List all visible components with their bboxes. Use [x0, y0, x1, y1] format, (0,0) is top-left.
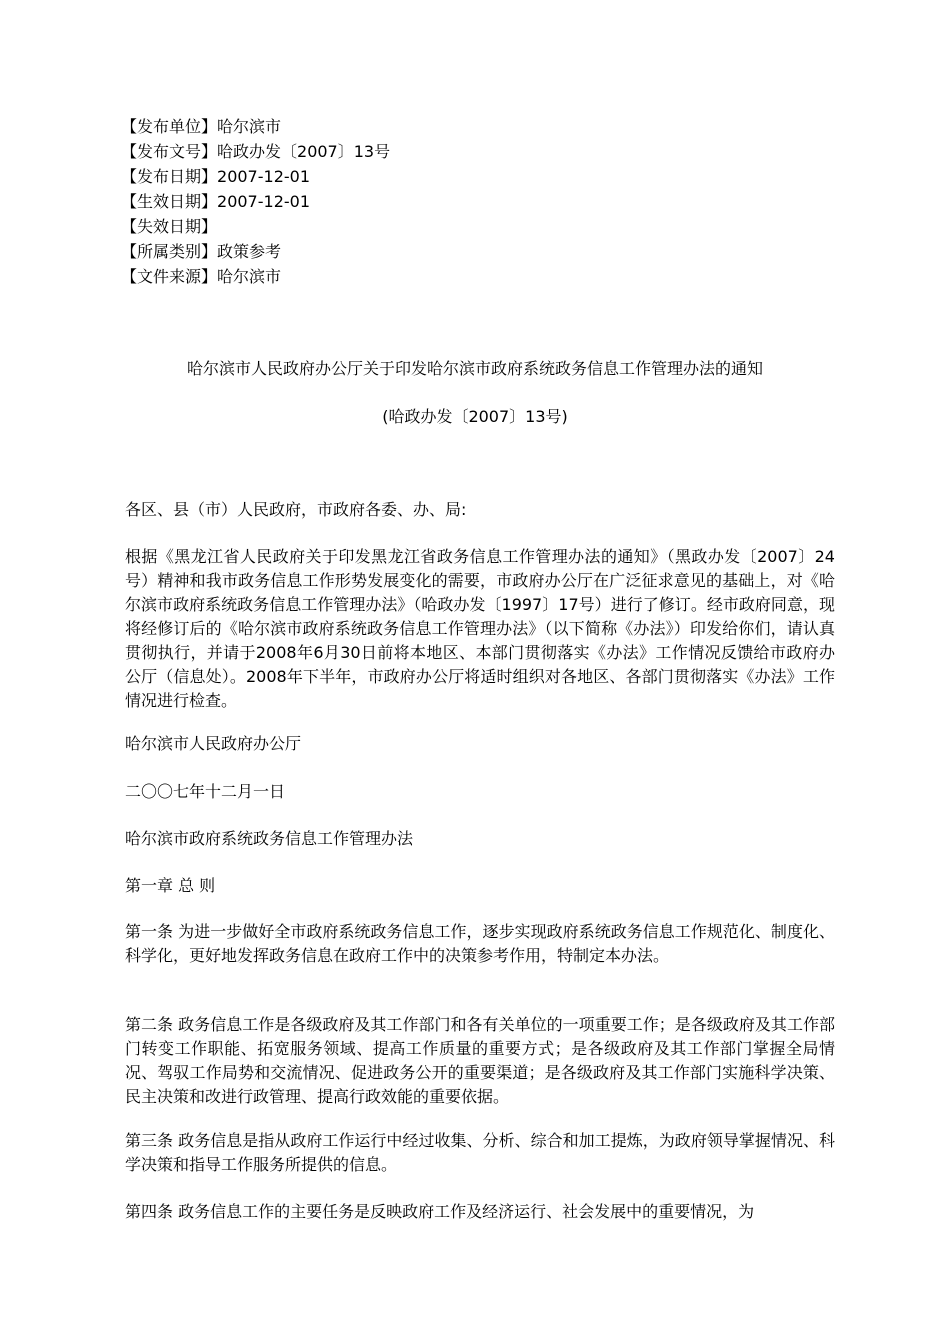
meta-label: 【所属类别】: [121, 242, 218, 261]
issue-date-text: 二〇〇七年十二月一日: [125, 782, 286, 801]
salutation: 各区、县（市）人民政府，市政府各委、办、局:: [125, 500, 467, 519]
meta-value: 政策参考: [217, 242, 282, 261]
article-1: 第一条 为进一步做好全市政府系统政务信息工作，逐步实现政府系统政务信息工作规范化、制度化、科学化，更好地发挥政务信息在政府工作中的决策参考作用，特制定本办法。: [125, 922, 835, 965]
meta-issue-date: [121, 164, 521, 189]
chapter-heading: 第一章 总 则: [125, 876, 216, 895]
meta-label: 【发布文号】: [121, 142, 218, 161]
issuer: 哈尔滨市人民政府办公厅: [125, 734, 302, 753]
meta-label: 【发布日期】: [121, 167, 218, 186]
meta-value: 哈尔滨市: [217, 117, 282, 136]
meta-value: 2007-12-01: [217, 192, 310, 211]
metadata-block: [121, 114, 521, 289]
meta-label: 【文件来源】: [121, 267, 218, 286]
meta-issuing-unit: [121, 114, 521, 139]
meta-source: [121, 264, 521, 289]
article-4: 第四条 政务信息工作的主要任务是反映政府工作及经济运行、社会发展中的重要情况，为: [125, 1202, 755, 1221]
meta-value: 2007-12-01: [217, 167, 310, 186]
meta-label: 【失效日期】: [121, 217, 218, 236]
meta-effective-date: [121, 189, 521, 214]
paragraph-notice: 根据《黑龙江省人民政府关于印发黑龙江省政务信息工作管理办法的通知》（黑政办发〔2007〕24号）精神和我市政务信息工作形势发展变化的需要，市政府办公厅在广泛征求意见的基础上，对《哈尔滨市政府系统政务信息工作管理办法》（哈政办发〔1997〕17号）进行了修订。经市政府同意，现将经修订后的《哈尔滨市政府系统政务信息工作管理办法》（以下简称《办法》）印发给你们，请认真贯彻执行，并请于2008年6月30日前将本地区、本部门贯彻落实《办法》工作情况反馈给市政府办公厅（信息处）。2008年下半年，市政府办公厅将适时组织对各地区、各部门贯彻落实《办法》工作情况进行检查。: [125, 547, 835, 710]
measures-title: 哈尔滨市政府系统政务信息工作管理办法: [125, 829, 414, 848]
article-2: 第二条 政务信息工作是各级政府及其工作部门和各有关单位的一项重要工作；是各级政府及其工作部门转变工作职能、拓宽服务领域、提高工作质量的重要方式；是各级政府及其工作部门掌握全局情况、驾驭工作局势和交流情况、促进政务公开的重要渠道；是各级政府及其工作部门实施科学决策、民主决策和改进行政管理、提高行政效能的重要依据。: [125, 1015, 835, 1106]
meta-label: 【生效日期】: [121, 192, 218, 211]
meta-value: 哈尔滨市: [217, 267, 282, 286]
article-3: 第三条 政务信息是指从政府工作运行中经过收集、分析、综合和加工提炼，为政府领导掌握情况、科学决策和指导工作服务所提供的信息。: [125, 1131, 835, 1174]
meta-category: [121, 239, 521, 264]
meta-expiry-date: [121, 214, 521, 239]
document-title: 哈尔滨市人民政府办公厅关于印发哈尔滨市政府系统政务信息工作管理办法的通知: [186, 359, 763, 378]
meta-label: 【发布单位】: [121, 117, 218, 136]
document-number: (哈政办发〔2007〕13号): [382, 407, 568, 426]
meta-document-number: [121, 139, 521, 164]
meta-value: 哈政办发〔2007〕13号: [217, 142, 391, 161]
